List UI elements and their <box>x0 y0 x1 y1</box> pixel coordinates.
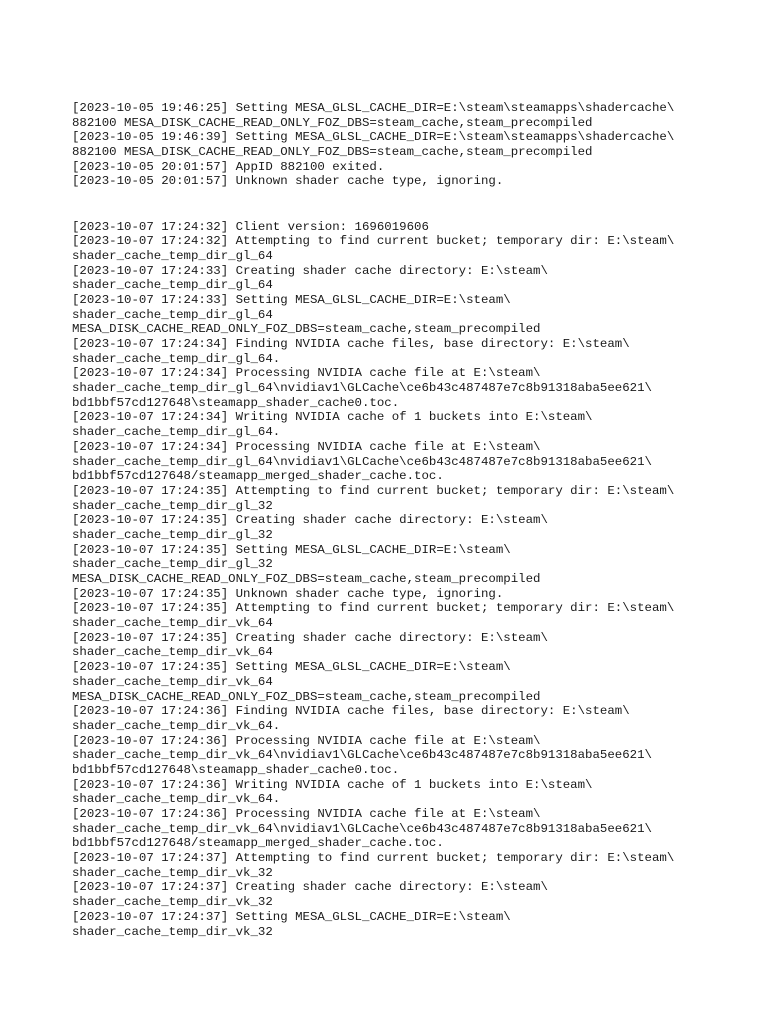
log-line: [2023-10-07 17:24:35] Setting MESA_GLSL_CACHE_DIR=E:\steam\ <box>72 542 511 557</box>
log-line: shader_cache_temp_dir_vk_64. <box>72 792 281 807</box>
log-line: shader_cache_temp_dir_gl_64\nvidiav1\GLCache\ce6b43c487487e7c8b91318aba5ee621\ <box>72 381 652 396</box>
log-line: shader_cache_temp_dir_vk_64. <box>72 718 281 733</box>
log-line: shader_cache_temp_dir_vk_64 <box>72 674 273 689</box>
log-line: shader_cache_temp_dir_vk_64\nvidiav1\GLCache\ce6b43c487487e7c8b91318aba5ee621\ <box>72 821 652 836</box>
log-line: shader_cache_temp_dir_vk_64 <box>72 645 273 660</box>
log-line: [2023-10-07 17:24:35] Creating shader cache directory: E:\steam\ <box>72 513 548 528</box>
log-line: shader_cache_temp_dir_gl_64. <box>72 425 281 440</box>
log-line: shader_cache_temp_dir_gl_32 <box>72 557 273 572</box>
log-line: [2023-10-07 17:24:33] Setting MESA_GLSL_CACHE_DIR=E:\steam\ <box>72 292 511 307</box>
log-line: [2023-10-05 20:01:57] AppID 882100 exited. <box>72 159 385 174</box>
log-line: shader_cache_temp_dir_gl_32 <box>72 498 273 513</box>
log-line: [2023-10-07 17:24:36] Finding NVIDIA cache files, base directory: E:\steam\ <box>72 704 630 719</box>
log-line: [2023-10-07 17:24:37] Creating shader cache directory: E:\steam\ <box>72 880 548 895</box>
log-line: [2023-10-07 17:24:34] Processing NVIDIA cache file at E:\steam\ <box>72 439 541 454</box>
log-line: shader_cache_temp_dir_vk_64\nvidiav1\GLCache\ce6b43c487487e7c8b91318aba5ee621\ <box>72 748 652 763</box>
log-line: [2023-10-07 17:24:35] Attempting to find current bucket; temporary dir: E:\steam\ <box>72 601 675 616</box>
log-block-2023-10-05 <box>72 101 674 189</box>
log-line: shader_cache_temp_dir_vk_64 <box>72 616 273 631</box>
log-line: shader_cache_temp_dir_gl_64\nvidiav1\GLCache\ce6b43c487487e7c8b91318aba5ee621\ <box>72 454 652 469</box>
log-line: shader_cache_temp_dir_vk_32 <box>72 865 273 880</box>
log-line: shader_cache_temp_dir_gl_64 <box>72 248 273 263</box>
log-line: [2023-10-07 17:24:35] Setting MESA_GLSL_CACHE_DIR=E:\steam\ <box>72 660 511 675</box>
log-line: bd1bbf57cd127648\steamapp_shader_cache0.toc. <box>72 395 400 410</box>
log-line: shader_cache_temp_dir_vk_32 <box>72 895 273 910</box>
log-line: 882100 MESA_DISK_CACHE_READ_ONLY_FOZ_DBS=steam_cache,steam_precompiled <box>72 145 593 160</box>
log-line: [2023-10-07 17:24:32] Client version: 1696019606 <box>72 219 429 234</box>
log-line: MESA_DISK_CACHE_READ_ONLY_FOZ_DBS=steam_cache,steam_precompiled <box>72 322 541 337</box>
log-line: 882100 MESA_DISK_CACHE_READ_ONLY_FOZ_DBS=steam_cache,steam_precompiled <box>72 115 593 130</box>
log-line: [2023-10-07 17:24:34] Processing NVIDIA cache file at E:\steam\ <box>72 366 541 381</box>
log-line: [2023-10-07 17:24:36] Writing NVIDIA cache of 1 buckets into E:\steam\ <box>72 777 593 792</box>
log-line: [2023-10-07 17:24:36] Processing NVIDIA cache file at E:\steam\ <box>72 807 541 821</box>
log-line: [2023-10-07 17:24:35] Attempting to find current bucket; temporary dir: E:\steam\ <box>72 483 675 498</box>
log-line: [2023-10-07 17:24:36] Processing NVIDIA cache file at E:\steam\ <box>72 733 541 748</box>
log-line: shader_cache_temp_dir_gl_64 <box>72 307 273 322</box>
log-line: [2023-10-07 17:24:34] Finding NVIDIA cache files, base directory: E:\steam\ <box>72 337 630 351</box>
log-line: bd1bbf57cd127648\steamapp_shader_cache0.toc. <box>72 762 400 777</box>
log-line: [2023-10-07 17:24:35] Unknown shader cache type, ignoring. <box>72 586 504 601</box>
log-line: MESA_DISK_CACHE_READ_ONLY_FOZ_DBS=steam_cache,steam_precompiled <box>72 689 541 704</box>
log-line: [2023-10-07 17:24:37] Setting MESA_GLSL_CACHE_DIR=E:\steam\ <box>72 909 511 924</box>
log-line: bd1bbf57cd127648/steamapp_merged_shader_cache.toc. <box>72 469 444 484</box>
log-line: bd1bbf57cd127648/steamapp_merged_shader_cache.toc. <box>72 836 444 851</box>
log-line: [2023-10-07 17:24:33] Creating shader cache directory: E:\steam\ <box>72 263 548 278</box>
log-line: [2023-10-07 17:24:34] Writing NVIDIA cache of 1 buckets into E:\steam\ <box>72 410 593 425</box>
log-line: shader_cache_temp_dir_gl_64. <box>72 351 281 366</box>
log-line: [2023-10-05 19:46:39] Setting MESA_GLSL_CACHE_DIR=E:\steam\steamapps\shadercache\ <box>72 130 675 145</box>
log-line: [2023-10-07 17:24:35] Creating shader cache directory: E:\steam\ <box>72 630 548 645</box>
log-line: [2023-10-05 19:46:25] Setting MESA_GLSL_CACHE_DIR=E:\steam\steamapps\shadercache\ <box>72 101 675 115</box>
log-block-2023-10-07 <box>72 220 674 940</box>
log-line: [2023-10-07 17:24:32] Attempting to find current bucket; temporary dir: E:\steam\ <box>72 234 675 249</box>
log-line: shader_cache_temp_dir_gl_32 <box>72 527 273 542</box>
log-line: MESA_DISK_CACHE_READ_ONLY_FOZ_DBS=steam_cache,steam_precompiled <box>72 572 541 586</box>
log-line: [2023-10-05 20:01:57] Unknown shader cache type, ignoring. <box>72 174 504 189</box>
log-line: shader_cache_temp_dir_vk_32 <box>72 924 273 939</box>
log-line: shader_cache_temp_dir_gl_64 <box>72 278 273 293</box>
log-line: [2023-10-07 17:24:37] Attempting to find current bucket; temporary dir: E:\steam\ <box>72 851 675 866</box>
